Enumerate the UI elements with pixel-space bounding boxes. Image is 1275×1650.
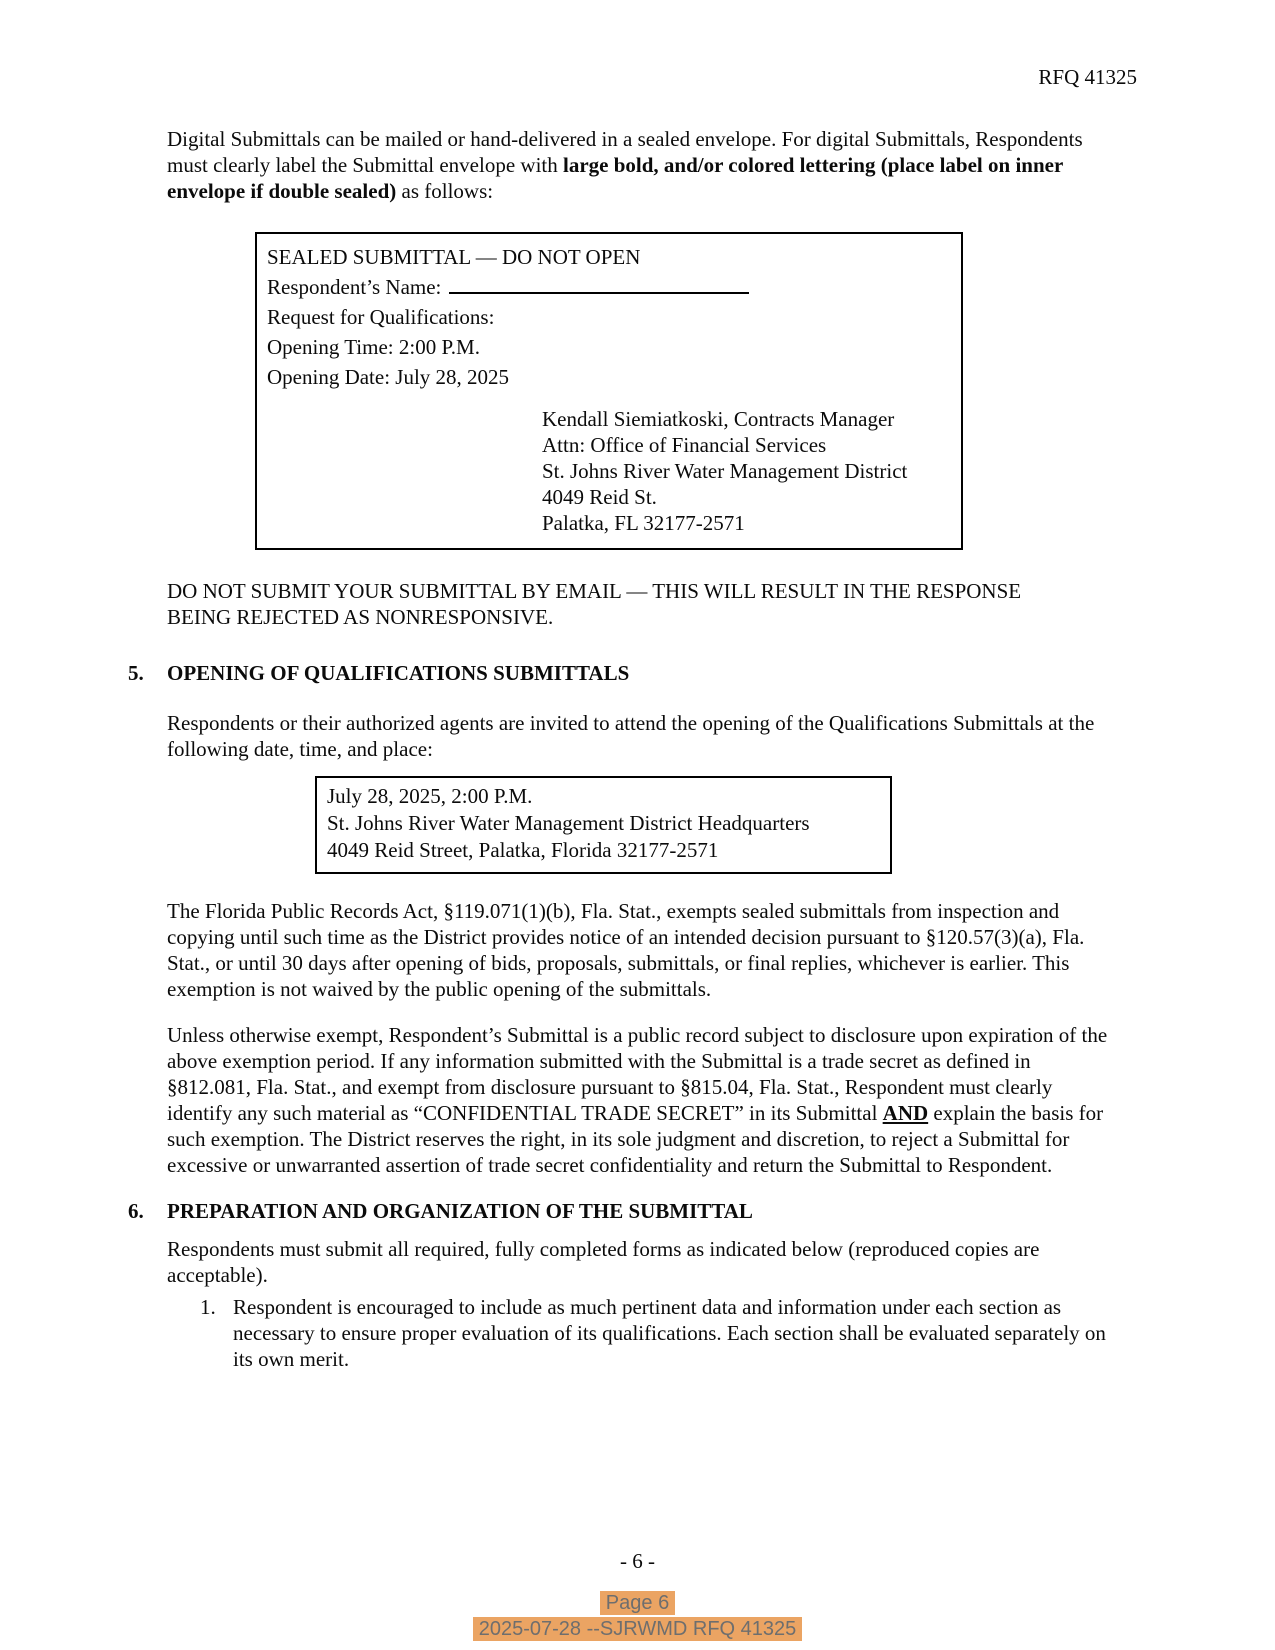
label-box-title: SEALED SUBMITTAL — DO NOT OPEN <box>267 245 641 269</box>
trade-secret-and-emphasis: AND <box>882 1101 929 1125</box>
section-5-number: 5. <box>128 661 144 685</box>
opening-date-line: Opening Date: July 28, 2025 <box>267 365 510 389</box>
email-warning-paragraph: DO NOT SUBMIT YOUR SUBMITTAL BY EMAIL — THIS WILL RESULT IN THE RESPONSE BEING REJECTED AS NONRESPONSIVE. <box>167 579 1022 629</box>
page-number: - 6 - <box>620 1549 655 1573</box>
opening-venue-line: St. Johns River Water Management District Headquarters <box>327 811 810 835</box>
opening-location-box <box>315 776 892 874</box>
list-item-1-text: Respondent is encouraged to include as much pertinent data and information under each section as necessary to ensure proper evaluation of its qualifications. Each section shall be evaluated separately on its own merit. <box>233 1295 1106 1371</box>
address-line-attn: Attn: Office of Financial Services <box>542 433 827 457</box>
trade-secret-text-before: Unless otherwise exempt, Respondent’s Submittal is a public record subject to disclosure upon expiration of the above exemption period. If any information submitted with the Submittal is a trade secret as defined in §812.081, Fla. Stat., and exempt from disclosure pursuant to §815.04, Fla. Stat., Respondent must clearly identify any such material as “CONFIDENTIAL TRADE SECRET” in its Submittal <box>167 1023 1108 1125</box>
section-6-heading <box>128 1198 1275 1224</box>
intro-paragraph <box>167 126 1117 204</box>
delivery-address-block <box>542 406 947 536</box>
trade-secret-text-after: explain the basis for such exemption. The District reserves the right, in its sole judgment and discretion, to reject a Submittal for excessive or unwarranted assertion of trade secret confidentiality and return the Submittal to Respondent. <box>167 1101 1104 1177</box>
opening-datetime-line: July 28, 2025, 2:00 P.M. <box>327 784 533 808</box>
trade-secret-paragraph <box>167 1022 1117 1178</box>
intro-text-before: Digital Submittals can be mailed or hand-delivered in a sealed envelope. For digital Submittals, Respondents must clearly label the Submittal envelope with <box>167 127 1083 177</box>
intro-text-after: as follows: <box>396 179 494 203</box>
section-5-heading <box>128 660 1275 686</box>
address-line-street: 4049 Reid St. <box>542 485 657 509</box>
footer-date-stamp: 2025-07-28 --SJRWMD RFQ 41325 <box>473 1617 803 1641</box>
request-for-qualifications-line: Request for Qualifications: <box>267 305 495 329</box>
section-6-intro-paragraph: Respondents must submit all required, fully completed forms as indicated below (reproduced copies are acceptable). <box>167 1237 1040 1287</box>
respondent-name-blank <box>449 272 749 294</box>
respondent-name-line <box>267 272 947 302</box>
public-records-paragraph: The Florida Public Records Act, §119.071(1)(b), Fla. Stat., exempts sealed submittals from inspection and copying until such time as the District provides notice of an intended decision pursuant to §120.57(3)(a), Fla. Stat., or until 30 days after opening of bids, proposals, submittals, or final replies, whichever is earlier. This exemption is not waived by the public opening of the submittals. <box>167 899 1085 1001</box>
footer-page-line <box>0 1590 1275 1616</box>
footer-stamp <box>0 1590 1275 1642</box>
section-5-intro-paragraph: Respondents or their authorized agents are invited to attend the opening of the Qualifications Submittals at the following date, time, and place: <box>167 711 1095 761</box>
address-line-city: Palatka, FL 32177-2571 <box>542 511 745 535</box>
section-6-title: PREPARATION AND ORGANIZATION OF THE SUBMITTAL <box>167 1199 753 1223</box>
footer-date-line <box>0 1616 1275 1642</box>
header-rfq-number: RFQ 41325 <box>1038 65 1137 89</box>
address-line-district: St. Johns River Water Management District <box>542 459 908 483</box>
opening-time-line: Opening Time: 2:00 P.M. <box>267 335 480 359</box>
section-6-number: 6. <box>128 1199 144 1223</box>
respondent-name-label: Respondent’s Name: <box>267 275 442 299</box>
intro-bold-text: large bold, and/or colored lettering (place label on inner envelope if double sealed) <box>167 153 1063 203</box>
section-5-title: OPENING OF QUALIFICATIONS SUBMITTALS <box>167 661 630 685</box>
section-6-list-item-1 <box>200 1294 1113 1372</box>
opening-address-line: 4049 Reid Street, Palatka, Florida 32177-2571 <box>327 838 719 862</box>
list-item-1-number: 1. <box>200 1295 216 1319</box>
footer-page-label: Page 6 <box>600 1591 675 1615</box>
address-line-contact: Kendall Siemiatkoski, Contracts Manager <box>542 407 895 431</box>
sealed-submittal-label-box <box>255 232 963 550</box>
